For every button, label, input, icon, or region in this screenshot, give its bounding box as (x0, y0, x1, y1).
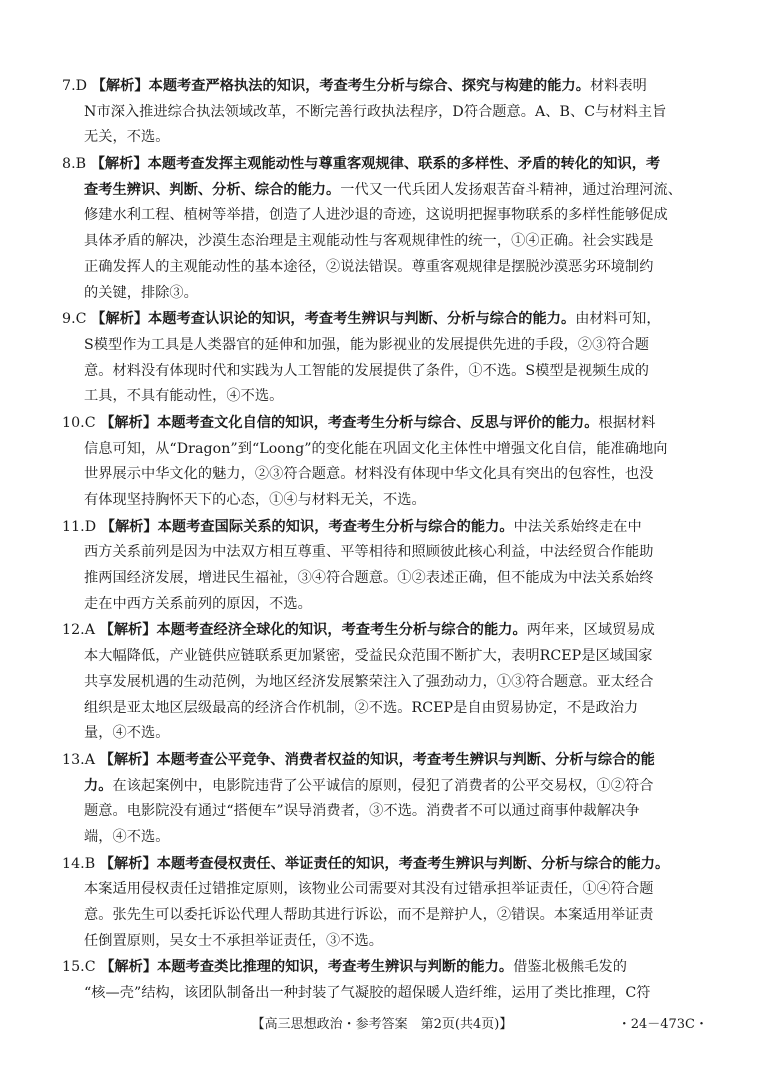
answer-line (62, 644, 702, 670)
analysis-text: 根据材料 (598, 414, 656, 431)
answer-line (62, 566, 702, 592)
analysis-text: 具体矛盾的解决，沙漠生态治理是主观能动性与客观规律性的统一，①④正确。社会实践是 (84, 233, 654, 250)
answer-number: 8.B (62, 156, 87, 173)
answer-line (62, 411, 702, 437)
analysis-text: 材料表明 (589, 78, 647, 94)
analysis-text: 走在中西方关系前列的原因，不选。 (84, 595, 312, 612)
answer-item (62, 152, 702, 306)
answer-line (62, 774, 702, 800)
answer-item (62, 618, 702, 746)
answer-item (62, 852, 702, 955)
answer-line (62, 903, 702, 929)
answer-line (62, 384, 702, 410)
analysis-text: N市深入推进综合执法领域改革，不断完善行政执法程序，D符合题意。A、B、C与材料主旨 (84, 103, 667, 120)
answer-item (62, 74, 702, 151)
answer-line (62, 670, 702, 696)
analysis-text: “核—壳”结构，该团队制备出一种封装了气凝胶的超保暖人造纤维，运用了类比推理，C符 (84, 985, 651, 1002)
answer-line (62, 125, 702, 151)
answer-line (62, 307, 702, 333)
footer-code: ・24－473C・ (617, 1017, 708, 1032)
answer-number: 13.A (62, 751, 96, 768)
analysis-text: 无关，不选。 (84, 129, 170, 146)
analysis-text: 意。张先生可以委托诉讼代理人帮助其进行诉讼，而不是辩护人，②错误。本案适用举证责 (84, 907, 654, 923)
analysis-heading: 【解析】本题考查认识论的知识，考查考生辨识与判断、分析与综合的能力。 (91, 311, 576, 328)
analysis-text: 世界展示中华文化的魅力，②③符合题意。材料没有体现中华文化具有突出的包容性，也没 (84, 466, 654, 483)
answer-number: 12.A (62, 622, 96, 639)
analysis-text: 有体现坚持胸怀天下的心态，①④与材料无关，不选。 (84, 492, 426, 508)
answer-item (62, 515, 702, 618)
analysis-text: 量，④不选。 (84, 725, 170, 742)
answer-line (62, 488, 702, 514)
analysis-heading: 【解析】本题考查公平竞争、消费者权益的知识，考查考生辨识与判断、分析与综合的能 (99, 751, 655, 768)
analysis-heading: 【解析】本题考查文化自信的知识，考查考生分析与综合、反思与评价的能力。 (100, 414, 599, 431)
analysis-text: 由材料可知， (575, 311, 661, 328)
answer-line (62, 852, 702, 878)
answer-line (62, 929, 702, 955)
answer-line (62, 100, 702, 126)
analysis-text: 中法关系始终走在中 (513, 518, 642, 535)
answer-line (62, 592, 702, 618)
answer-line (62, 877, 702, 903)
analysis-text: 一代又一代兵团人发扬艰苦奋斗精神，通过治理河流、 (340, 181, 682, 198)
analysis-text: 组织是亚太地区层级最高的经济合作机制，②不选。RCEP是自由贸易协定，不是政治力 (84, 699, 639, 716)
analysis-heading: 【解析】本题考查侵权责任、举证责任的知识，考查考生辨识与判断、分析与综合的能力。 (99, 855, 670, 872)
answer-line (62, 203, 702, 229)
footer-title: 【高三思想政治・参考答案 第2页(共4页)】 (251, 1017, 513, 1032)
answer-item (62, 411, 702, 514)
answer-line (62, 721, 702, 747)
analysis-text: 在该起案例中，电影院违背了公平诚信的原则，侵犯了消费者的公平交易权，①②符合 (112, 777, 654, 794)
analysis-text: 任倒置原则，吴女士不承担举证责任，③不选。 (84, 932, 383, 949)
analysis-text: 本案适用侵权责任过错推定原则，该物业公司需要对其没有过错承担举证责任，①④符合题 (84, 881, 654, 898)
analysis-text: 端，④不选。 (84, 828, 170, 845)
analysis-text: 本大幅降低，产业链供应链联系更加紧密，受益民众范围不断扩大，表明RCEP是区域国家 (84, 648, 653, 665)
answer-line (62, 281, 702, 307)
answer-line (62, 437, 702, 463)
analysis-text: 修建水利工程、植树等举措，创造了人进沙退的奇迹，这说明把握事物联系的多样性能够促成 (84, 207, 668, 224)
analysis-text: 两年来，区域贸易成 (526, 622, 655, 639)
answer-line (62, 229, 702, 255)
answer-line (62, 825, 702, 851)
answer-line (62, 515, 702, 541)
answer-item (62, 748, 702, 851)
answer-number: 15.C (62, 959, 96, 976)
analysis-text: S模型作为工具是人类器官的延伸和加强，能为影视业的发展提供先进的手段，②③符合题 (84, 336, 650, 353)
answer-number: 10.C (62, 414, 96, 431)
answer-number: 7.D (62, 78, 88, 94)
answer-line (62, 618, 702, 644)
answer-item (62, 307, 702, 410)
answer-line (62, 152, 702, 178)
answer-line (62, 748, 702, 774)
analysis-text: 的关键，排除③。 (84, 284, 198, 301)
answer-line (62, 462, 702, 488)
analysis-heading: 查考生辨识、判断、分析、综合的能力。 (84, 181, 341, 198)
answer-list (62, 74, 702, 1008)
analysis-text: 信息可知，从“Dragon”到“Loong”的变化能在巩固文化主体性中增强文化自信，能准确地向 (84, 440, 668, 457)
answer-line (62, 255, 702, 281)
analysis-heading: 【解析】本题考查经济全球化的知识，考查考生分析与综合的能力。 (99, 622, 527, 639)
answer-number: 9.C (62, 311, 87, 328)
analysis-text: 推两国经济发展，增进民生福祉，③④符合题意。①②表述正确，但不能成为中法关系始终 (84, 570, 654, 587)
answer-item (62, 955, 702, 1006)
answer-line (62, 178, 702, 204)
answer-line (62, 333, 702, 359)
analysis-heading: 【解析】本题考查类比推理的知识，考查考生辨识与判断的能力。 (100, 959, 514, 976)
answer-line (62, 74, 702, 100)
answer-line (62, 540, 702, 566)
analysis-text: 意。材料没有体现时代和实践为人工智能的发展提供了条件，①不选。S模型是视频生成的 (84, 362, 650, 379)
answer-line (62, 799, 702, 825)
analysis-text: 共享发展机遇的生动范例，为地区经济发展繁荣注入了强劲动力，①③符合题意。亚太经合 (84, 673, 654, 690)
analysis-heading: 力。 (84, 777, 113, 794)
answer-line (62, 359, 702, 385)
analysis-heading: 【解析】本题考查发挥主观能动性与尊重客观规律、联系的多样性、矛盾的转化的知识，考 (90, 156, 661, 173)
answer-line (62, 696, 702, 722)
analysis-heading: 【解析】本题考查国际关系的知识，考查考生分析与综合的能力。 (100, 518, 514, 535)
answer-line (62, 981, 702, 1007)
analysis-text: 借鉴北极熊毛发的 (513, 959, 627, 976)
analysis-text: 西方关系前列是因为中法双方相互尊重、平等相待和照顾彼此核心利益，中法经贸合作能助 (84, 544, 654, 561)
answer-number: 14.B (62, 855, 96, 872)
answer-number: 11.D (62, 518, 97, 535)
analysis-text: 工具，不具有能动性，④不选。 (84, 388, 284, 405)
answer-line (62, 955, 702, 981)
analysis-text: 正确发挥人的主观能动性的基本途径，②说法错误。尊重客观规律是摆脱沙漠恶劣环境制约 (84, 258, 654, 275)
analysis-heading: 【解析】本题考查严格执法的知识，考查考生分析与综合、探究与构建的能力。 (91, 78, 590, 94)
analysis-text: 题意。电影院没有通过“搭便车”误导消费者，③不选。消费者不可以通过商事仲裁解决争 (84, 803, 640, 820)
